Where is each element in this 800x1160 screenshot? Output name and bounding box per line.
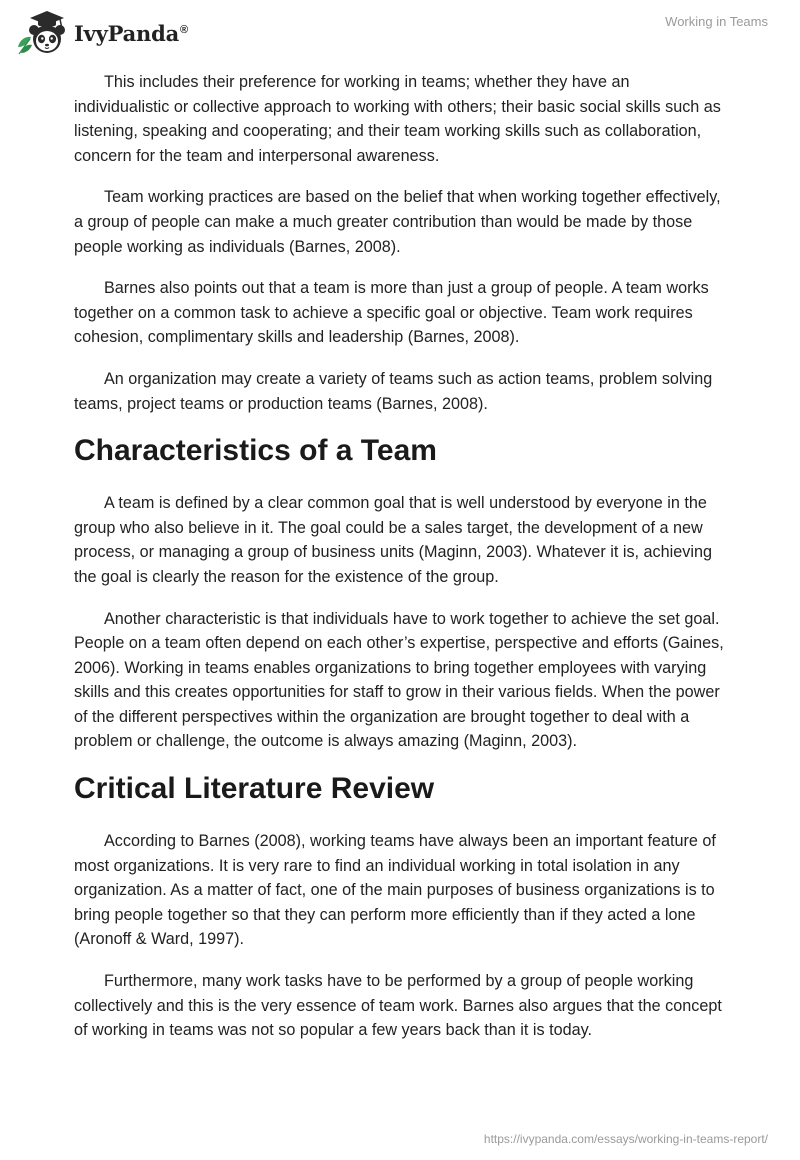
paragraph: According to Barnes (2008), working teams have always been an important feature of most organizations. It is very rare to find an individual working in total isolation in any organization. As a matter of fact, one of the main purposes of business organizations is to bring people together so that they can perform more efficiently than if they acted a lone (Aronoff & Ward, 1997). — [74, 832, 716, 949]
ivypanda-logo[interactable] — [14, 9, 188, 57]
section-heading-characteristics: Characteristics of a Team — [74, 434, 437, 468]
panda-mascot-icon — [14, 9, 70, 57]
paragraph: This includes their preference for working in teams; whether they have an individualistic or collective approach to working with others; their basic social skills such as listening, speaking and cooperating; and their team working skills such as collaboration, concern for the team and interpersonal awareness. — [74, 73, 721, 165]
document-title: Working in Teams — [665, 14, 768, 29]
paragraph: Another characteristic is that individuals have to work together to achieve the set goal. People on a team often depend on each other’s expertise, perspective and efforts (Gaines, 2006). Working in teams enables organizations to bring together employees with varying skills and this creates opportunities for staff to grow in their various fields. When the power of the different perspectives within the organization are brought together to deal with a problem or challenge, the outcome is always amazing (Maginn, 2003). — [74, 609, 724, 751]
brand-name: IvyPanda® — [74, 20, 188, 46]
source-url-link[interactable]: https://ivypanda.com/essays/working-in-teams-report/ — [483, 1132, 768, 1146]
page-header — [0, 0, 800, 62]
paragraph: Barnes also points out that a team is more than just a group of people. A team works together on a common task to achieve a specific goal or objective. Team work requires cohesion, complimentary skills and leadership (Barnes, 2008). — [74, 279, 709, 347]
paragraph: Furthermore, many work tasks have to be performed by a group of people working collectively and this is the very essence of team work. Barnes also argues that the concept of working in teams was not so popular a few years back than it is today. — [74, 972, 722, 1040]
paragraph: An organization may create a variety of teams such as action teams, problem solving teams, project teams or production teams (Barnes, 2008). — [74, 369, 713, 413]
paragraph: Team working practices are based on the belief that when working together effectively, a group of people can make a much greater contribution than would be made by those people working as individuals (Barnes, 2008). — [74, 188, 721, 256]
section-heading-literature-review: Critical Literature Review — [74, 772, 435, 806]
registered-mark: ® — [180, 23, 188, 36]
essay-content — [74, 70, 724, 1060]
paragraph: A team is defined by a clear common goal that is well understood by everyone in the group who also believe in it. The goal could be a sales target, the development of a new process, or managing a group of business units (Maginn, 2003). Whatever it is, achieving the goal is clearly the reason for the existence of the group. — [74, 494, 712, 586]
